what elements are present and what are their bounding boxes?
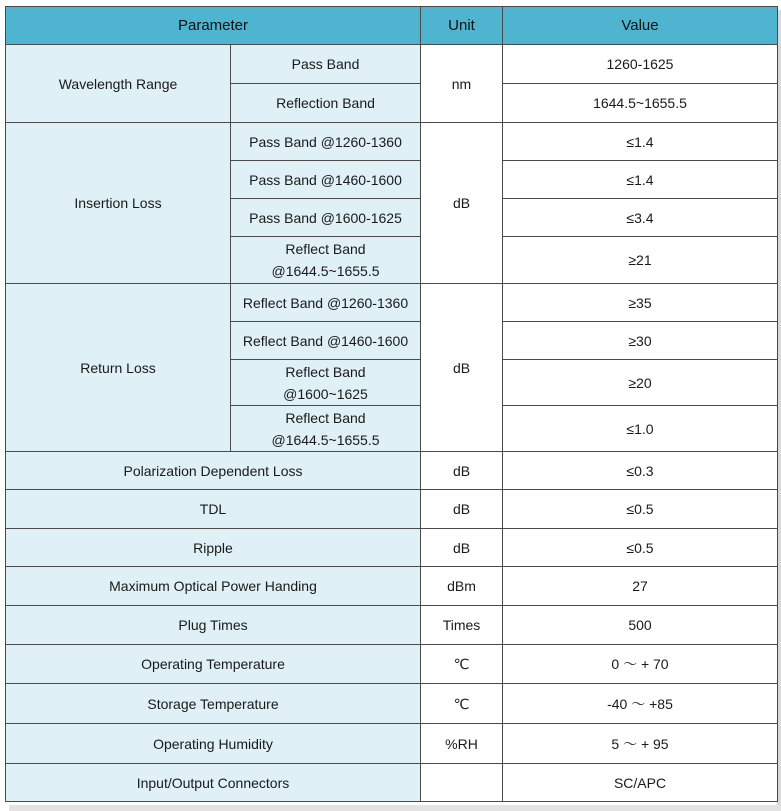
table-row (6, 684, 778, 724)
unit-cell: dB (421, 123, 503, 284)
sub-param-line: Reflect Band (285, 241, 366, 257)
value-cell: 27 (503, 567, 778, 606)
value-cell: 1644.5~1655.5 (503, 84, 778, 123)
value-cell: ≥20 (503, 360, 778, 406)
param-storage-temperature: Storage Temperature (6, 684, 421, 724)
unit-cell: Times (421, 606, 503, 645)
sub-param: Reflect Band @1260-1360 (231, 284, 421, 322)
unit-cell: dBm (421, 567, 503, 606)
value-cell: ≥35 (503, 284, 778, 322)
param-return-loss: Return Loss (6, 284, 231, 452)
param-operating-humidity: Operating Humidity (6, 724, 421, 764)
unit-cell: dB (421, 529, 503, 567)
table-row (6, 724, 778, 764)
value-cell: 1260-1625 (503, 45, 778, 84)
sub-param: Pass Band @1460-1600 (231, 161, 421, 199)
param-plug-times: Plug Times (6, 606, 421, 645)
value-cell: 500 (503, 606, 778, 645)
param-wavelength-range: Wavelength Range (6, 45, 231, 123)
table-row (6, 452, 778, 490)
table-row (6, 606, 778, 645)
unit-cell: ℃ (421, 645, 503, 684)
sub-param: Pass Band @1260-1360 (231, 123, 421, 161)
unit-cell: dB (421, 490, 503, 529)
value-cell: ≤0.5 (503, 490, 778, 529)
unit-cell: %RH (421, 724, 503, 764)
param-operating-temperature: Operating Temperature (6, 645, 421, 684)
table-row (6, 529, 778, 567)
sub-param: Pass Band (231, 45, 421, 84)
param-polarization-dependent-loss: Polarization Dependent Loss (6, 452, 421, 490)
param-tdl: TDL (6, 490, 421, 529)
sub-param-line: @1644.5~1655.5 (271, 431, 380, 448)
spec-table (5, 6, 778, 802)
sub-param (231, 360, 421, 406)
sub-param: Reflection Band (231, 84, 421, 123)
sub-param: Pass Band @1600-1625 (231, 199, 421, 237)
sub-param (231, 406, 421, 452)
param-ripple: Ripple (6, 529, 421, 567)
unit-cell (421, 764, 503, 802)
table-row (6, 764, 778, 802)
value-cell: ≤1.4 (503, 123, 778, 161)
value-cell: ≥30 (503, 322, 778, 360)
unit-cell: ℃ (421, 684, 503, 724)
sub-param-line: Reflect Band (285, 409, 366, 426)
value-cell: ≥21 (503, 237, 778, 284)
value-cell: ≤0.3 (503, 452, 778, 490)
value-cell: 0 ～ + 70 (503, 645, 778, 684)
value-cell: SC/APC (503, 764, 778, 802)
param-max-optical-power: Maximum Optical Power Handing (6, 567, 421, 606)
sub-param-line: Reflect Band (285, 363, 366, 380)
table-row (6, 490, 778, 529)
unit-cell: nm (421, 45, 503, 123)
sub-param-line: @1644.5~1655.5 (271, 263, 380, 279)
table-row (6, 567, 778, 606)
table-row (6, 45, 778, 84)
header-parameter: Parameter (6, 7, 421, 45)
header-value: Value (503, 7, 778, 45)
sub-param: Reflect Band @1460-1600 (231, 322, 421, 360)
header-row (6, 7, 778, 45)
unit-cell: dB (421, 452, 503, 490)
value-cell: 5 ～ + 95 (503, 724, 778, 764)
value-cell: ≤3.4 (503, 199, 778, 237)
sub-param-line: @1600~1625 (283, 385, 368, 402)
table-row (6, 123, 778, 161)
value-cell: ≤1.4 (503, 161, 778, 199)
param-io-connectors: Input/Output Connectors (6, 764, 421, 802)
value-cell: ≤0.5 (503, 529, 778, 567)
page-shadow-bottom (9, 805, 781, 811)
value-cell: ≤1.0 (503, 406, 778, 452)
sub-param (231, 237, 421, 284)
table-row (6, 284, 778, 322)
table-row (6, 645, 778, 684)
unit-cell: dB (421, 284, 503, 452)
param-insertion-loss: Insertion Loss (6, 123, 231, 284)
spec-table-frame (5, 6, 778, 802)
value-cell: -40 ～ +85 (503, 684, 778, 724)
header-unit: Unit (421, 7, 503, 45)
